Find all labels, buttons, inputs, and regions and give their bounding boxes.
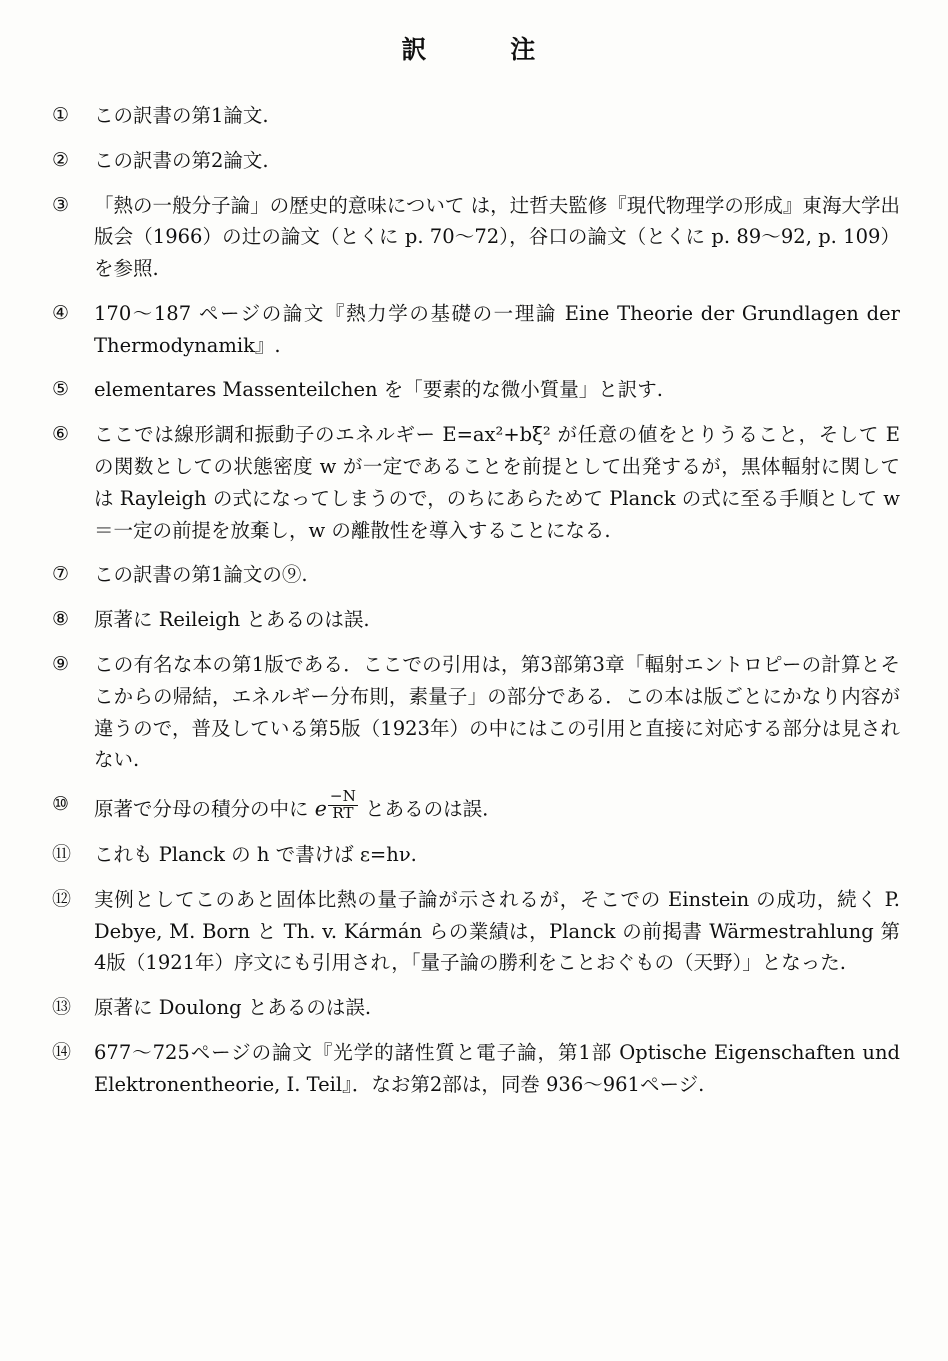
note-marker: ⑫ [52,887,72,910]
note-marker: ⑪ [52,843,72,866]
note-marker: ⑤ [52,378,70,401]
note-marker: ⑩ [52,793,70,816]
note-text: 677〜725ページの論文『光学的諸性質と電子論，第1部 Optische Eigenschaften und Elektronentheorie, I. Teil』．なお第2部は，同巻 936〜961ページ. [94,1041,900,1096]
note-text-part: とあるのは誤. [365,797,489,821]
list-item [48,374,900,406]
list-item [48,992,900,1024]
list-item [48,884,900,979]
note-marker: ⑦ [52,563,70,586]
note-text: elementares Massenteilchen を「要素的な微小質量」と訳す. [94,378,663,402]
list-item [48,789,900,826]
note-marker: ⑨ [52,652,70,675]
note-text: 原著に Reileigh とあるのは誤. [94,608,370,632]
note-text: 「熱の一般分子論」の歴史的意味について は，辻哲夫監修『現代物理学の形成』東海大学出版会（1966）の辻の論文（とくに p. 70〜72），谷口の論文（とくに p. 89〜92, p. 109）を参照. [94,193,900,281]
note-text: この訳書の第1論文の⑨. [94,563,308,587]
math-base-e: e [314,796,327,821]
note-marker: ⑬ [52,996,72,1019]
note-text: 170〜187 ページの論文『熱力学の基礎の一理論 Eine Theorie der Grundlagen der Thermodynamik』. [94,301,900,357]
list-item [48,839,900,871]
list-item [48,100,900,132]
note-marker: ⑭ [52,1041,72,1063]
note-marker: ① [52,104,70,126]
note-marker: ② [52,148,70,171]
list-item [48,190,900,285]
list-item [48,145,900,177]
note-text: この有名な本の第1版である．ここでの引用は，第3部第3章「輻射エントロピーの計算とそこからの帰結，エネルギー分布則，素量子」の部分である．この本は版ごとにかなり内容が違うので，普及している第5版（1923年）の中にはこの引用と直接に対応する部分は見されない. [94,652,900,772]
note-text-part: 原著で分母の積分の中に [94,797,309,821]
list-item [48,604,900,636]
note-marker: ③ [52,193,70,216]
list-item [48,649,900,776]
math-fraction [328,789,358,822]
note-text: これも Planck の h で書けば ε=hν. [94,843,417,867]
note-marker: ⑧ [52,608,70,631]
note-text: ここでは線形調和振動子のエネルギー E=ax²+bξ² が任意の値をとりうること，そして E の関数としての状態密度 w が一定であることを前提として出発するが，黒体輻射に関しては Rayleigh の式になってしまうので，のちにあらためて Planck の式に至る手順として w＝一定の前提を放棄し，w の離散性を導入することになる. [94,423,900,542]
list-item [48,419,900,546]
list-item [48,1037,900,1101]
math-numerator: −N [329,787,356,806]
note-marker: ④ [52,301,70,324]
list-item [48,298,900,362]
translator-notes-list [48,100,900,1101]
list-item [48,559,900,591]
note-text: 原著に Doulong とあるのは誤. [94,996,372,1020]
math-denominator: RT [332,804,354,823]
page-title: 訳 注 [401,35,547,64]
note-text: 実例としてこのあと固体比熱の量子論が示されるが，そこでの Einstein の成功，続く P. Debye, M. Born と Th. v. Kármán らの業績は，Planck の前掲書 Wärmestrahlung 第4版（1921年）序文にも引用され，「量子論の勝利をことおぐもの（天野）」となった. [94,887,900,975]
note-text: この訳書の第2論文. [94,148,269,172]
note-text [94,789,900,826]
note-text: この訳書の第1論文. [94,104,269,127]
note-marker: ⑥ [52,423,70,446]
